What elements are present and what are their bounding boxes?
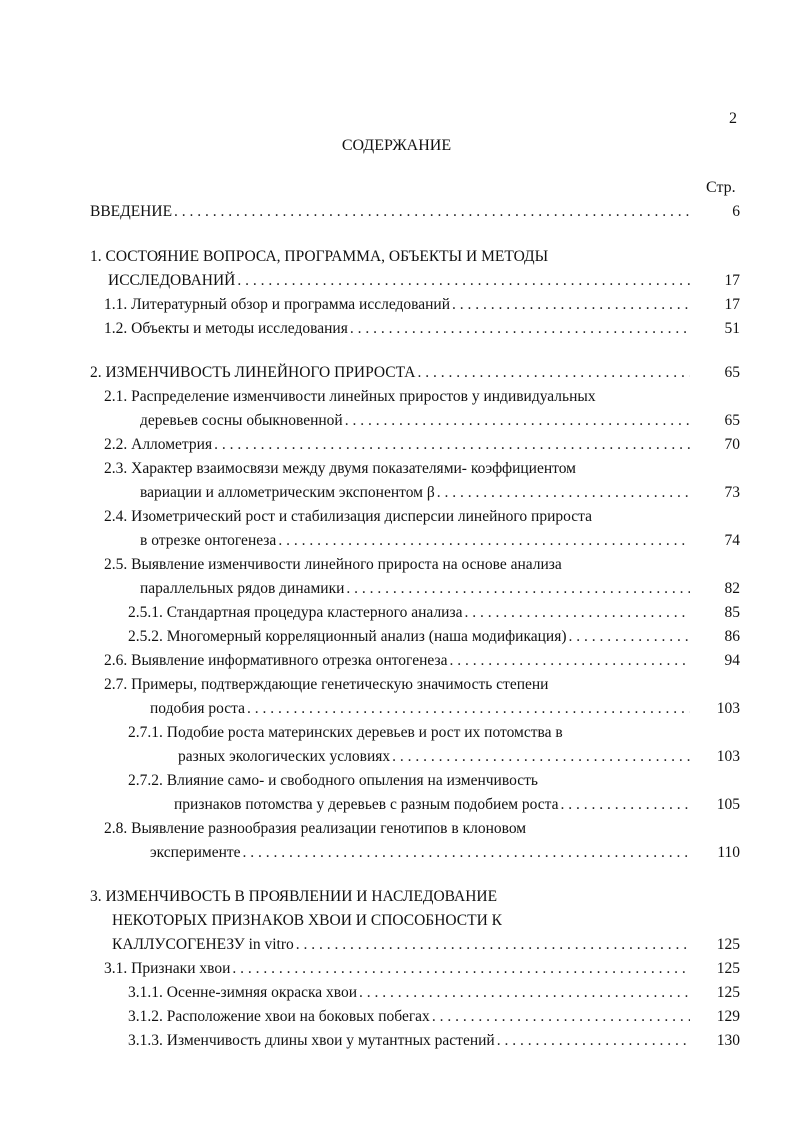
toc-page-number: 70 xyxy=(724,436,740,453)
toc-entry-text: вариации и аллометрическим экспонентом β xyxy=(140,484,435,501)
toc-entry-2-4-line-1[interactable] xyxy=(104,506,690,528)
toc-entry-text: 1. СОСТОЯНИЕ ВОПРОСА, ПРОГРАММА, ОБЪЕКТЫ И МЕТОДЫ xyxy=(90,248,549,265)
toc-entry-introduction[interactable] xyxy=(90,201,690,223)
leader-dots xyxy=(418,362,691,384)
toc-entry-text: 2.5.2. Многомерный корреляционный анализ (наша модификация) xyxy=(128,628,567,645)
toc-entry-text: 2.2. Аллометрия xyxy=(104,436,213,453)
toc-entry-text: признаков потомства у деревьев с разным подобием роста xyxy=(174,796,559,813)
toc-entry-text: ИССЛЕДОВАНИЙ xyxy=(108,272,236,289)
leader-dots xyxy=(243,842,690,864)
toc-page-number: 6 xyxy=(732,203,740,220)
toc-entry-2-1-line-1[interactable] xyxy=(104,386,690,408)
toc-entry-text: в отрезке онтогенеза xyxy=(140,532,277,549)
toc-page-number: 74 xyxy=(724,532,740,549)
leader-dots xyxy=(350,318,690,340)
toc-entry-chapter-3-line-2[interactable] xyxy=(112,910,690,932)
toc-entry-2-7-2-line-1[interactable] xyxy=(128,770,690,792)
toc-entry-2-5-line-2[interactable] xyxy=(140,578,690,600)
toc-page-number: 17 xyxy=(724,272,740,289)
toc-entry-text: параллельных рядов динамики xyxy=(140,580,345,597)
toc-entry-text: 1.2. Объекты и методы исследования xyxy=(104,320,348,337)
leader-dots xyxy=(392,746,690,768)
toc-page-number: 110 xyxy=(717,844,740,861)
toc-entry-text: 3.1.3. Изменчивость длины хвои у мутантных растений xyxy=(128,1032,495,1049)
leader-dots xyxy=(464,602,690,624)
leader-dots xyxy=(214,434,690,456)
toc-entry-1-2[interactable] xyxy=(104,318,690,340)
leader-dots xyxy=(237,270,690,292)
leader-dots xyxy=(452,294,690,316)
leader-dots xyxy=(449,650,690,672)
toc-entry-text: НЕКОТОРЫХ ПРИЗНАКОВ ХВОИ И СПОСОБНОСТИ К xyxy=(112,912,502,929)
toc-page-number: 65 xyxy=(724,412,740,429)
toc-entry-2-3-line-2[interactable] xyxy=(140,482,690,504)
toc-page-number: 130 xyxy=(716,1032,740,1049)
leader-dots xyxy=(296,934,690,956)
toc-page-number: 125 xyxy=(716,936,740,953)
leader-dots xyxy=(359,982,690,1004)
toc-page-number: 51 xyxy=(724,320,740,337)
toc-entry-chapter-2[interactable] xyxy=(90,362,690,384)
leader-dots xyxy=(569,626,690,648)
toc-entry-2-7-line-2[interactable] xyxy=(150,698,690,720)
toc-entry-2-5-1[interactable] xyxy=(128,602,690,624)
toc-entry-text: 3.1.2. Расположение хвои на боковых побегах xyxy=(128,1008,430,1025)
toc-entry-2-2[interactable] xyxy=(104,434,690,456)
toc-page-number: 17 xyxy=(724,296,740,313)
toc-entry-text: 1.1. Литературный обзор и программа исследований xyxy=(104,296,451,313)
toc-entry-chapter-1-line-2[interactable] xyxy=(108,270,690,292)
toc-page-number: 65 xyxy=(724,364,740,381)
toc-page-number: 103 xyxy=(716,700,740,717)
toc-entry-chapter-3-line-1[interactable] xyxy=(90,886,690,908)
toc-entry-text: 3.1.1. Осенне-зимняя окраска хвои xyxy=(128,984,358,1001)
toc-entry-2-1-line-2[interactable] xyxy=(140,410,690,432)
leader-dots xyxy=(432,1006,690,1028)
toc-entry-2-7-1-line-1[interactable] xyxy=(128,722,690,744)
page-number: 2 xyxy=(729,110,737,127)
leader-dots xyxy=(174,201,690,223)
toc-entry-text: 2.1. Распределение изменчивости линейных приростов у индивидуальных xyxy=(104,388,596,405)
toc-entry-2-7-line-1[interactable] xyxy=(104,674,690,696)
leader-dots xyxy=(232,958,690,980)
toc-entry-text: разных экологических условиях xyxy=(178,748,391,765)
leader-dots xyxy=(561,794,691,816)
toc-entry-3-1[interactable] xyxy=(104,958,690,980)
toc-entry-2-3-line-1[interactable] xyxy=(104,458,690,480)
toc-entry-text: КАЛЛУСОГЕНЕЗУ in vitro xyxy=(112,936,294,953)
toc-page-number: 73 xyxy=(724,484,740,501)
toc-entry-chapter-1-line-1[interactable] xyxy=(90,246,690,268)
leader-dots xyxy=(278,530,690,552)
toc-entry-2-7-2-line-2[interactable] xyxy=(174,794,690,816)
toc-page-number: 82 xyxy=(724,580,740,597)
toc-entry-text: ВВЕДЕНИЕ xyxy=(90,203,173,220)
leader-dots xyxy=(437,482,690,504)
toc-entry-text: 3. ИЗМЕНЧИВОСТЬ В ПРОЯВЛЕНИИ И НАСЛЕДОВАНИЕ xyxy=(90,888,498,905)
toc-entry-1-1[interactable] xyxy=(104,294,690,316)
toc-entry-text: подобия роста xyxy=(150,700,246,717)
toc-entry-text: 3.1. Признаки хвои xyxy=(104,960,231,977)
toc-entry-2-4-line-2[interactable] xyxy=(140,530,690,552)
toc-entry-2-5-line-1[interactable] xyxy=(104,554,690,576)
toc-entry-text: эксперименте xyxy=(150,844,241,861)
toc-entry-text: 2.8. Выявление разнообразия реализации генотипов в клоновом xyxy=(104,820,527,837)
toc-page-number: 105 xyxy=(716,796,740,813)
toc-entry-text: 2.4. Изометрический рост и стабилизация дисперсии линейного прироста xyxy=(104,508,592,525)
toc-entry-text: 2. ИЗМЕНЧИВОСТЬ ЛИНЕЙНОГО ПРИРОСТА xyxy=(90,364,416,381)
toc-entry-text: 2.7. Примеры, подтверждающие генетическую значимость степени xyxy=(104,676,549,693)
toc-entry-text: 2.5.1. Стандартная процедура кластерного анализа xyxy=(128,604,463,621)
leader-dots xyxy=(346,578,690,600)
toc-page-number: 94 xyxy=(724,652,740,669)
toc-entry-2-6[interactable] xyxy=(104,650,690,672)
toc-page-number: 86 xyxy=(724,628,740,645)
toc-page-number: 125 xyxy=(716,984,740,1001)
toc-entry-text: 2.3. Характер взаимосвязи между двумя показателями- коэффициентом xyxy=(104,460,576,477)
toc-page-number: 125 xyxy=(716,960,740,977)
leader-dots xyxy=(345,410,690,432)
toc-page-number: 129 xyxy=(716,1008,740,1025)
toc-entry-2-5-2[interactable] xyxy=(128,626,690,648)
toc-entry-text: 2.5. Выявление изменчивости линейного прироста на основе анализа xyxy=(104,556,562,573)
page-column-header: Стр. xyxy=(706,179,736,196)
toc-entry-3-1-3[interactable] xyxy=(128,1030,690,1052)
toc-entry-text: 2.6. Выявление информативного отрезка онтогенеза xyxy=(104,652,448,669)
toc-page-number: 103 xyxy=(716,748,740,765)
toc-entry-2-8-line-1[interactable] xyxy=(104,818,690,840)
leader-dots xyxy=(497,1030,690,1052)
toc-entry-2-8-line-2[interactable] xyxy=(150,842,690,864)
toc-entry-text: деревьев сосны обыкновенной xyxy=(140,412,343,429)
toc-page-number: 85 xyxy=(724,604,740,621)
toc-entry-text: 2.7.1. Подобие роста материнских деревьев и рост их потомства в xyxy=(128,724,563,741)
toc-entry-text: 2.7.2. Влияние само- и свободного опыления на изменчивость xyxy=(128,772,538,789)
toc-entry-2-7-1-line-2[interactable] xyxy=(178,746,690,768)
toc-entry-3-1-2[interactable] xyxy=(128,1006,690,1028)
toc-entry-3-1-1[interactable] xyxy=(128,982,690,1004)
toc-entry-chapter-3-line-3[interactable] xyxy=(112,934,690,956)
page-title: СОДЕРЖАНИЕ xyxy=(341,137,452,154)
leader-dots xyxy=(247,698,690,720)
